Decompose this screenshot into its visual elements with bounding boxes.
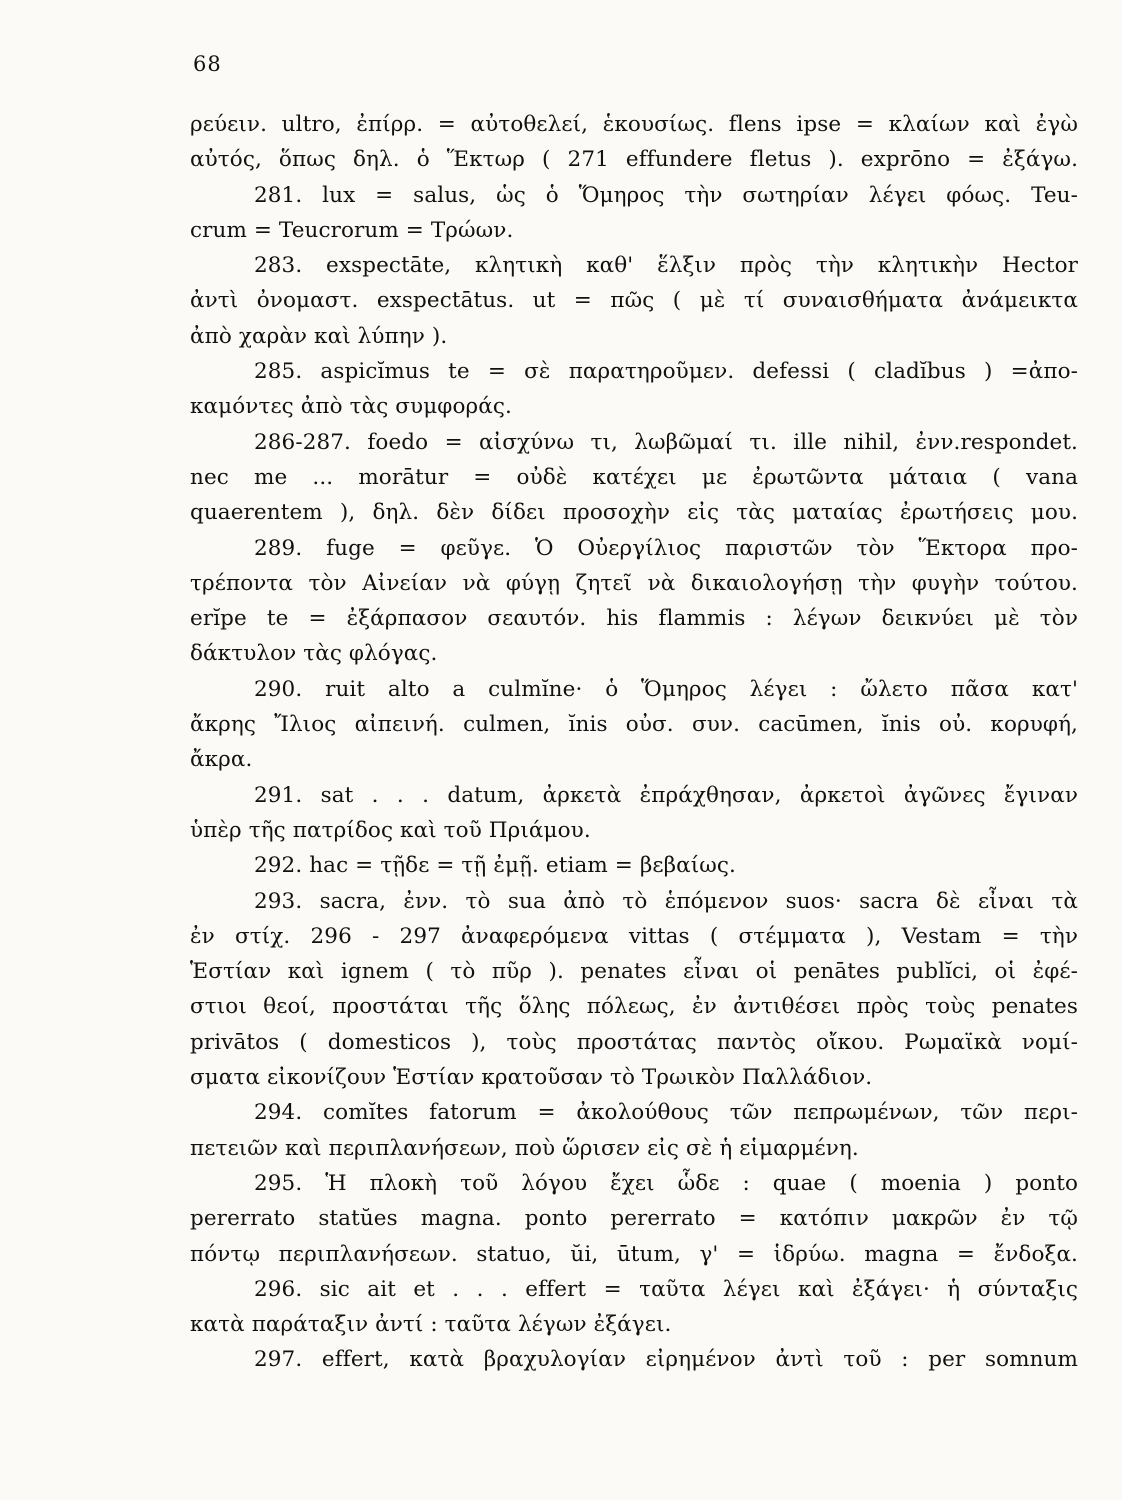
text-line: 294. comĭtes fatorum = ἀκολούθους τῶν πεπρωμένων, τῶν περι- [254,1100,1078,1126]
text-line: 289. fuge = φεῦγε. Ὁ Οὐεργίλιος παριστῶν τὸν Ἕκτορα προ- [254,535,1078,561]
text-line: 295. Ἡ πλοκὴ τοῦ λόγου ἔχει ὧδε : quae ( moenia ) ponto [254,1170,1078,1196]
text-line: Ἑστίαν καὶ ignem ( τὸ πῦρ ). penates εἶναι οἱ penātes publĭci, οἱ ἐφέ- [190,959,1078,985]
text-line: καμόντες ἀπὸ τὰς συμφοράς. [190,394,512,420]
text-line: στιοι θεοί, προστάται τῆς ὅλης πόλεως, ἐν ἀντιθέσει πρὸς τοὺς penates [190,994,1078,1020]
text-line: privātos ( domesticos ), τοὺς προστάτας παντὸς οἴκου. Ρωμαϊκὰ νομί- [190,1029,1078,1055]
commentary-text [190,107,1078,1378]
text-line: 291. sat . . . datum, ἀρκετὰ ἐπράχθησαν, ἀρκετοὶ ἀγῶνες ἔγιναν [254,782,1078,808]
text-line: 293. sacra, ἐνν. τὸ sua ἀπὸ τὸ ἑπόμενον suos· sacra δὲ εἶναι τὰ [254,888,1078,914]
text-line: nec me ... morātur = οὐδὲ κατέχει με ἐρωτῶντα μάταια ( vana [190,464,1078,490]
text-line: pererrato statŭes magna. ponto pererrato = κατόπιν μακρῶν ἐν τῷ [190,1206,1078,1232]
text-line: δάκτυλον τὰς φλόγας. [190,641,438,667]
text-line: 286-287. foedo = αἰσχύνω τι, λωβῶμαί τι. ille nihil, ἐνν.respondet. [254,429,1078,455]
text-line: ἄκρα. [190,747,253,773]
page-number: 68 [193,52,222,76]
text-line: τρέποντα τὸν Αἰνείαν νὰ φύγῃ ζητεῖ νὰ δικαιολογήσῃ τὴν φυγὴν τούτου. [190,570,1078,596]
text-line: 281. lux = salus, ὡς ὁ Ὅμηρος τὴν σωτηρίαν λέγει φόως. Teu- [254,182,1078,208]
text-line: 283. exspectāte, κλητικὴ καθ' ἕλξιν πρὸς τὴν κλητικὴν Hector [254,253,1078,279]
text-line: κατὰ παράταξιν ἀντί : ταῦτα λέγων ἐξάγει. [190,1312,672,1338]
text-line: ἀπὸ χαρὰν καὶ λύπην ). [190,323,448,349]
text-line: 296. sic ait et . . . effert = ταῦτα λέγει καὶ ἐξάγει· ἡ σύνταξις [254,1276,1078,1302]
text-line: ὑπὲρ τῆς πατρίδος καὶ τοῦ Πριάμου. [190,817,591,843]
text-line: 285. aspicĭmus te = σὲ παρατηροῦμεν. defessi ( cladĭbus ) =ἀπο- [254,359,1078,385]
text-line: crum = Teucrorum = Τρώων. [190,217,514,243]
text-line: ἄκρης Ἴλιος αἰπεινή. culmen, ĭnis οὐσ. συν. cacūmen, ĭnis οὐ. κορυφή, [190,712,1078,738]
text-line: erĭpe te = ἐξάρπασον σεαυτόν. his flammis : λέγων δεικνύει μὲ τὸν [190,606,1078,632]
text-line: πετειῶν καὶ περιπλανήσεων, ποὺ ὥρισεν εἰς σὲ ἡ εἱμαρμένη. [190,1135,859,1161]
text-line: ἐν στίχ. 296 - 297 ἀναφερόμενα vittas ( στέμματα ), Vestam = τὴν [190,923,1078,949]
text-line: ρεύειν. ultro, ἐπίρρ. = αὐτοθελεί, ἑκουσίως. flens ipse = κλαίων καὶ ἐγὼ [190,112,1078,137]
text-line: ἀντὶ ὀνομαστ. exspectātus. ut = πῶς ( μὲ τί συναισθήματα ἀνάμεικτα [190,288,1078,314]
text-line: αὐτός, ὅπως δηλ. ὁ Ἕκτωρ ( 271 effundere fletus ). exprōno = ἐξάγω. [190,147,1078,173]
text-line: σματα εἰκονίζουν Ἑστίαν κρατοῦσαν τὸ Τρωικὸν Παλλάδιον. [190,1065,873,1091]
text-line: 292. hac = τῇδε = τῇ ἐμῇ. etiam = βεβαίως. [254,853,736,879]
text-line: πόντῳ περιπλανήσεων. statuo, ŭi, ūtum, γ' = ἱδρύω. magna = ἔνδοξα. [190,1241,1078,1267]
text-line: 290. ruit alto a culmĭne· ὁ Ὅμηρος λέγει : ὤλετο πᾶσα κατ' [254,676,1078,702]
text-line: 297. effert, κατὰ βραχυλογίαν εἰρημένον ἀντὶ τοῦ : per somnum [254,1347,1078,1373]
text-line: quaerentem ), δηλ. δὲν δίδει προσοχὴν εἰς τὰς ματαίας ἐρωτήσεις μου. [190,500,1078,526]
